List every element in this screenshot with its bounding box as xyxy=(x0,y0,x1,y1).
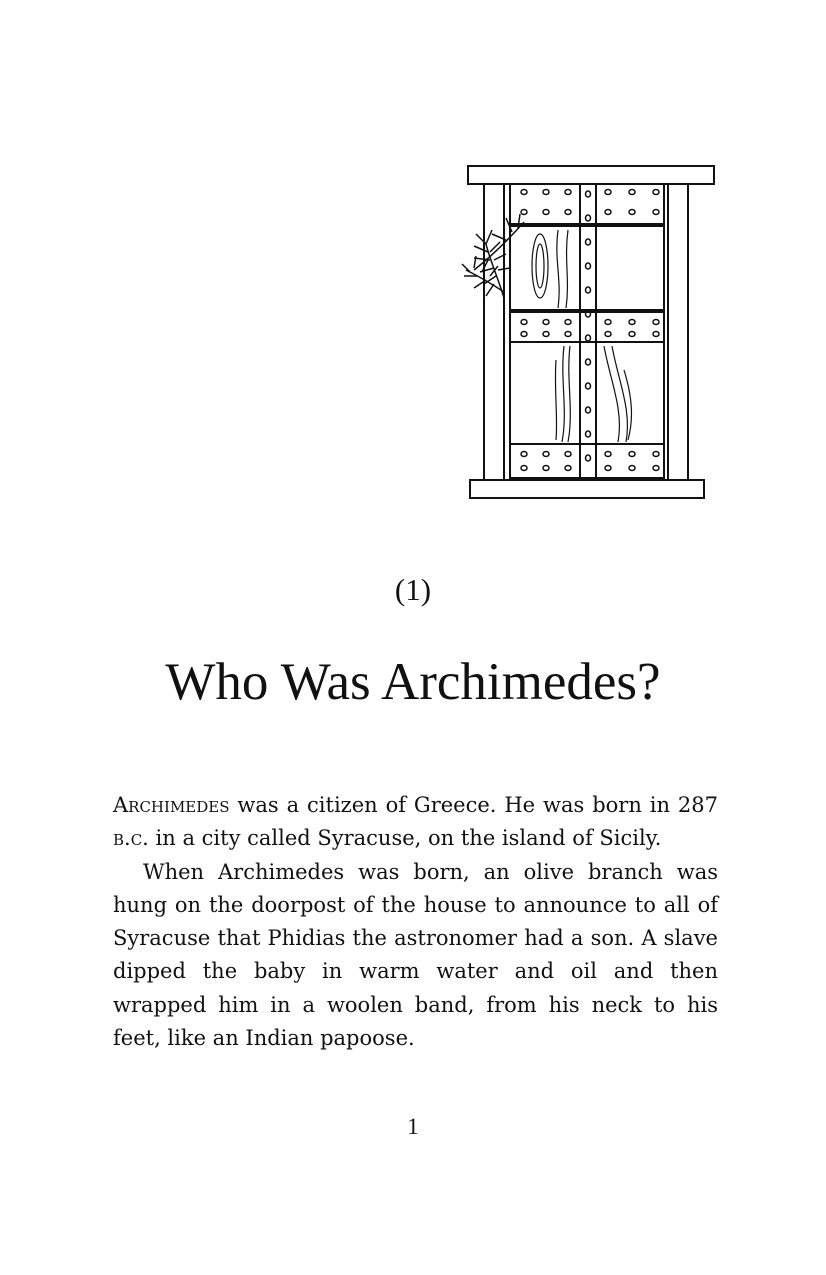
door-sill-bottom xyxy=(470,480,704,498)
door-rivets xyxy=(521,190,659,471)
paragraph-1-text-a: was a citizen of Greece. He was born in 287 xyxy=(229,793,718,817)
chapter-title: Who Was Archimedes? xyxy=(165,653,661,711)
page-number: 1 xyxy=(407,1114,419,1139)
paragraph-1-text-b: in a city called Syracuse, on the island of Sicily. xyxy=(148,826,662,851)
paragraph-2: When Archimedes was born, an olive branch was hung on the doorpost of the house to announce to all of Syracuse that Phidias the astronomer had a son. A slave dipped the baby in warm water and oil and then wrapped him in a woolen band, from his neck to his feet, like an Indian papoose. xyxy=(113,859,718,1051)
body-text xyxy=(113,789,718,1055)
chapter-number: (1) xyxy=(394,572,432,607)
door-illustration xyxy=(428,160,724,506)
paragraph-1 xyxy=(113,789,718,856)
lead-word: Archimedes xyxy=(113,793,230,817)
door-panels xyxy=(510,184,664,478)
era-abbreviation: b.c. xyxy=(113,826,149,851)
door-lintel-top xyxy=(468,166,714,184)
